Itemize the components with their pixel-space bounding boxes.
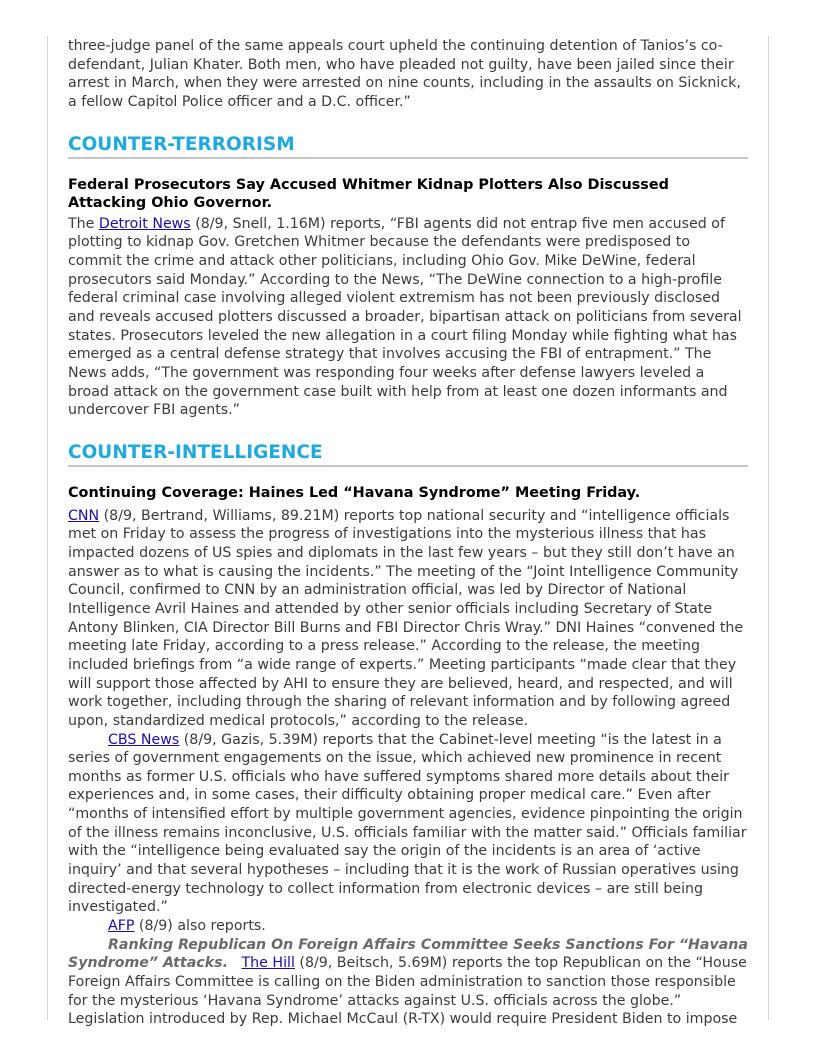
article-paragraph-afp bbox=[68, 917, 748, 936]
article-paragraph-whitmer bbox=[68, 215, 748, 420]
article-body-text: (8/9, Snell, 1.16M) reports, “FBI agents did not entrap five men accused of plotting to kidnap Gov. Gretchen Whitmer because the defendants were predisposed to commit the crime and attack other politicians, including Ohio Gov. Mike DeWine, federal prosecutors said Monday.” According to the News, “The DeWine connection to a high-profile federal criminal case involving alleged violent extremism has not been previously disclosed and reveals accused plotters discussed a broader, bipartisan attack on politicians from several states. Prosecutors leveled the new allegation in a court filing Monday while fighting what has emerged as a central defense strategy that involves accusing the FBI of entrapment.” The News adds, “The government was responding four weeks after defense lawyers leveled a broad attack on the government case built with help from at least one dozen informants and undercover FBI agents.” bbox=[68, 215, 742, 419]
afp-link[interactable]: AFP bbox=[108, 918, 135, 935]
article-body-text: (8/9) also reports. bbox=[134, 918, 266, 935]
lead-in-text: The bbox=[68, 215, 99, 232]
document-page bbox=[68, 37, 748, 1029]
cbs-news-link[interactable]: CBS News bbox=[108, 731, 180, 748]
left-margin-rule bbox=[47, 36, 48, 1020]
detroit-news-link[interactable]: Detroit News bbox=[98, 215, 191, 232]
article-body-text: (8/9, Gazis, 5.39M) reports that the Cabinet-level meeting “is the latest in a series of government engagements on the issue, which achieved new prominence in recent months as former U.S. officials who have suffered symptoms shared more details about their experiences and, in some cases, their difficulty obtaining proper medical care.” Even after “months of intensified effort by multiple government agencies, evidence pinpointing the origin of the illness remains inconclusive, U.S. officials familiar with the matter said.” Officials familiar with the “intelligence being evaluated say the origin of the incidents is an area of ‘active inquiry’ and that several hypotheses – including that it is the work of Russian operatives using directed-energy technology to collect information from electronic devices – are still being investigated.” bbox=[68, 731, 747, 916]
section-title-counter-intelligence: COUNTER-INTELLIGENCE bbox=[68, 442, 748, 467]
section-title-counter-terrorism: COUNTER-TERRORISM bbox=[68, 134, 748, 159]
right-margin-rule bbox=[768, 36, 769, 1020]
article-body-text: (8/9, Beitsch, 5.69M) reports the top Republican on the “House Foreign Affairs Committee is calling on the Biden administration to sanction those responsible for the mysterious ‘Havana Syndrome’ attacks against U.S. officials across the globe.” Legislation introduced by Rep. Michael McCaul (R-TX) would require President Biden to impose bbox=[68, 955, 747, 1028]
article-paragraph-cbs bbox=[68, 731, 748, 918]
article-body-text: (8/9, Bertrand, Williams, 89.21M) reports top national security and “intelligence officials met on Friday to assess the progress of investigations into the mysterious illness that has impacted dozens of US spies and diplomats in the last few years – but they still don’t have an answer as to what is causing the incidents.” The meeting of the “Joint Intelligence Community Council, confirmed to CNN by an administration official, was led by Director of National Intelligence Avril Haines and attended by other senior officials including Secretary of State Antony Blinken, CIA Director Bill Burns and FBI Director Chris Wray.” DNI Haines “convened the meeting late Friday, according to a press release.” According to the release, the meeting included briefings from “a wide range of experts.” Meeting participants “made clear that they will support those affected by AHI to ensure they are believed, heard, and respected, and will work together, including through the sharing of relevant information and by following agreed upon, standardized medical protocols,” according to the release. bbox=[68, 507, 744, 729]
spacer-text bbox=[228, 955, 242, 971]
headline-whitmer-plot: Federal Prosecutors Say Accused Whitmer Kidnap Plotters Also Discussed Attacking Ohio Governor. bbox=[68, 176, 669, 212]
cnn-link[interactable]: CNN bbox=[68, 507, 100, 524]
article-paragraph-the-hill bbox=[68, 936, 748, 1029]
the-hill-link[interactable]: The Hill bbox=[241, 955, 295, 972]
article-paragraph-cnn bbox=[68, 507, 748, 731]
subheadline-sanctions: Ranking Republican On Foreign Affairs Committee Seeks Sanctions For “Havana Syndrome” Attacks. bbox=[68, 936, 748, 972]
headline-havana-syndrome: Continuing Coverage: Haines Led “Havana Syndrome” Meeting Friday. bbox=[68, 485, 641, 502]
intro-paragraph: three-judge panel of the same appeals court upheld the continuing detention of Tanios’s co-defendant, Julian Khater. Both men, who have pleaded not guilty, have been jailed since their arrest in March, when they were arrested on nine counts, including in the assaults on Sicknick, a fellow Capitol Police officer and a D.C. officer.” bbox=[68, 38, 741, 110]
